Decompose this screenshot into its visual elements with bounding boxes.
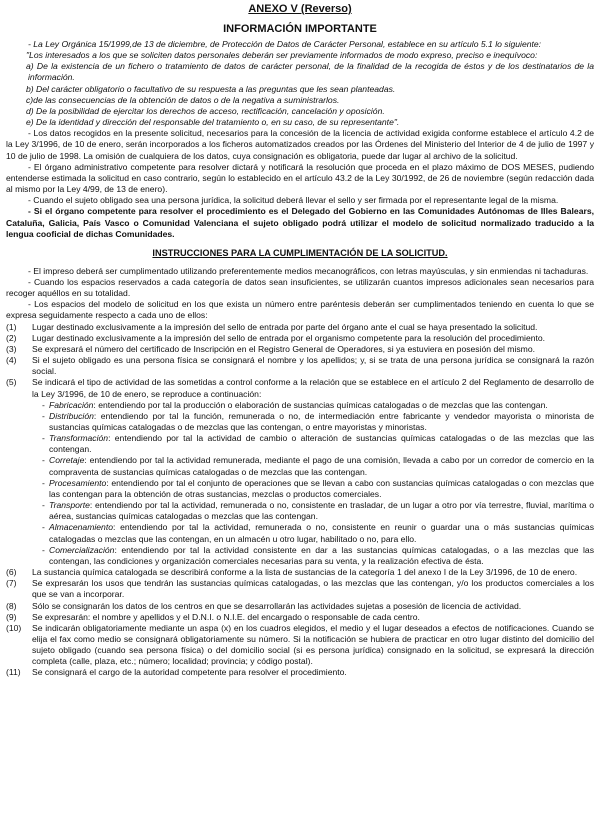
- co-official-language-paragraph: - Si el órgano competente para resolver el procedimiento es el Delegado del Gobierno en las Comunidades Autónomas de Illes Balears, Cataluña, Galicia, País Vasco o Comunidad Valenciana el sujeto obligado podrá utilizar el modelo de solicitud normalizado traducido a la lengua cooficial de dichas Comunidades.: [6, 206, 594, 239]
- quote-item-d: d) De la posibilidad de ejercitar los derechos de acceso, rectificación, cancelación y oposición.: [26, 105, 385, 116]
- activity-item: - Almacenamiento: entendiendo por tal la actividad, remunerada o no, consistente en reunir o guardar una o más sustancias químicas catalogadas o mezclas que las contengan, en un almacén u otro lugar, habilitado o no, para ello.: [42, 522, 594, 544]
- activity-item: - Fabricación: entendiendo por tal la producción o elaboración de sustancias químicas catalogadas o de mezclas que las contengan.: [42, 399, 548, 410]
- activity-list: [42, 400, 594, 567]
- list-item-text: La sustancia química catalogada se describirá conforme a la lista de sustancias de la categoría 1 del anexo I de la Ley 3/1996, de 10 de enero.: [32, 567, 578, 578]
- activity-item: - Corretaje: entendiendo por tal la actividad remunerada, mediante el pago de una comisión, llevada a cabo por un corredor de comercio en la compraventa de sustancias químicas catalogadas o de mezclas que las contengan.: [42, 455, 594, 477]
- list-item: [6, 355, 594, 377]
- list-item: [6, 667, 594, 678]
- activity-term: Fabricación: [49, 399, 94, 410]
- list-item: [6, 344, 594, 355]
- list-item-number: (9): [6, 611, 17, 622]
- list-item-text: Lugar destinado exclusivamente a la impresión del sello de entrada por el organismo competente para la resolución del procedimiento.: [32, 332, 546, 343]
- activity-term: Corretaje: [49, 455, 85, 466]
- activity-description: : entendiendo por tal el conjunto de operaciones que se llevan a cabo con sustancias químicas catalogadas o con mezclas que las contengan para la obtención de otras sustancias, mezclas o productos comerciales.: [49, 477, 594, 499]
- list-item: [6, 322, 594, 333]
- activity-term: Procesamiento: [49, 477, 107, 488]
- law-quote: "Los interesados a los que se soliciten datos personales deberán ser previamente informados de modo expreso, preciso e inequívoco:: [26, 50, 538, 61]
- list-item-number: (1): [6, 321, 17, 332]
- list-item-text: Se indicará el tipo de actividad de las sometidas a control conforme a la relación que se establece en el artículo 2 del Reglamento de desarrollo de la Ley 3/1996, de 10 de enero, se reproduce a continuación:: [32, 377, 594, 399]
- instructions-heading: INSTRUCCIONES PARA LA CUMPLIMENTACIÓN DE LA SOLICITUD.: [152, 247, 448, 258]
- list-item-text: Se expresarán los usos que tendrán las sustancias químicas catalogadas, o las mezclas que las contengan, y/o los productos comerciales a los que se van a incorporar.: [32, 578, 594, 600]
- legal-person-paragraph: - Cuando el sujeto obligado sea una persona jurídica, la solicitud deberá llevar el sello y ser firmada por el representante legal de la misma.: [28, 195, 559, 206]
- activity-term: Distribución: [49, 410, 94, 421]
- list-item-text: Se indicarán obligatoriamente mediante un aspa (x) en los cuadros elegidos, el medio y el lugar deseados a efectos de notificaciones. Cuando se elija el fax como medio se consignará obligatoriamente su número. Si la notificación se hubiera de practicar en otro lugar distinto del domicilio del sujeto obligado (cuando sea persona física) o del domicilio social (si es persona jurídica) consignado en la solicitud, se expresará la dirección completa (calle, plaza, etc.; número; localidad; provincia; y código postal).: [32, 622, 594, 667]
- list-item-number: (5): [6, 377, 17, 388]
- activity-description: : entendiendo por tal la actividad, remunerada o no, consistente en reunir o guardar una o más sustancias químicas catalogadas o mezclas que las contengan, en un almacén u otro lugar, habilitado o no, para ello.: [49, 522, 594, 544]
- list-item-number: (8): [6, 600, 17, 611]
- instructions-paragraph-3: - Los espacios del modelo de solicitud en los que exista un número entre paréntesis deberán ser cumplimentados teniendo en cuenta lo que se expresa seguidamente respecto a cada uno de ellos:: [6, 299, 594, 321]
- list-item-number: (2): [6, 332, 17, 343]
- activity-term: Comercialización: [49, 544, 115, 555]
- list-item-number: (7): [6, 578, 17, 589]
- list-item-number: (3): [6, 343, 17, 354]
- activity-item: - Transporte: entendiendo por tal la actividad, remunerada o no, consistente en trasladar, de un lugar a otro por vía terrestre, fluvial, marítima o aérea, sustancias químicas catalogadas o mezclas que las contengan.: [42, 500, 594, 522]
- resolution-paragraph: - El órgano administrativo competente para resolver dictará y notificará la resolución que proceda en el plazo máximo de DOS MESES, pudiendo entenderse estimada la solicitud en caso contrario, según lo establecido en el artículo 43.2 de la Ley 30/1992, de 26 de noviembre (según redacción dada al mismo por la Ley 4/99, de 13 de enero).: [6, 161, 594, 195]
- law-reference: - La Ley Orgánica 15/1999,de 13 de diciembre, de Protección de Datos de Carácter Personal, establece en su artículo 5.1 lo siguiente:: [28, 39, 542, 49]
- annex-heading: ANEXO V (Reverso): [248, 3, 352, 15]
- list-item-text: Se expresará el número del certificado de Inscripción en el Registro General de Operadores, si ya estuviera en posesión del mismo.: [32, 343, 535, 354]
- activity-description: : entendiendo por tal la actividad, remunerada o no, consistente en trasladar, de un lugar a otro por vía terrestre, fluvial, marítima o aérea, sustancias químicas catalogadas o mezclas que las contengan.: [49, 500, 594, 522]
- activity-description: : entendiendo por tal la función, remunerada o no, de intermediación entre fabricante y vendedor mayorista o minorista de sustancias químicas catalogadas o de mezclas que las contengan, o entre mayoristas y minoristas.: [49, 410, 594, 432]
- list-item-text: Sólo se consignarán los datos de los centros en que se desarrollarán las actividades sujetas a posesión de licencia de actividad.: [32, 600, 522, 611]
- activity-item: - Transformación: entendiendo por tal la actividad de cambio o alteración de sustancias químicas catalogadas o de las mezclas que las contengan.: [42, 433, 594, 455]
- list-item: [6, 623, 594, 668]
- list-item: [6, 578, 594, 600]
- quote-item-a: a) De la existencia de un fichero o tratamiento de datos de carácter personal, de la finalidad de la recogida de éstos y de los destinatarios de la información.: [26, 61, 594, 83]
- list-item-text: Lugar destinado exclusivamente a la impresión del sello de entrada por parte del órgano ante el cual se haya presentado la solicitud.: [32, 321, 538, 332]
- activity-item: - Comercialización: entendiendo por tal la actividad consistente en dar a las sustancias químicas catalogadas, o a las mezclas que las contengan, las condiciones y organización comerciales necesarias para su venta, y la realización efectiva de ésta.: [42, 544, 594, 566]
- quote-item-b: b) Del carácter obligatorio o facultativo de su respuesta a las preguntas que les sean planteadas.: [26, 83, 396, 94]
- list-item-number: (11): [6, 667, 21, 678]
- activity-description: : entendiendo por tal la producción o elaboración de sustancias químicas catalogadas o de mezclas que las contengan.: [93, 399, 548, 410]
- activity-term: Transformación: [49, 433, 109, 444]
- data-collection-paragraph: - Los datos recogidos en la presente solicitud, necesarios para la concesión de la licencia de actividad exigida conforme establece el artículo 4.2 de la Ley 3/1996, de 10 de enero, serán incorporados a los ficheros automatizados creados por las Órdenes del Ministerio del Interior de 4 de julio de 1997 y 10 de julio de 1998. La omisión de cualquiera de los datos, cuya consignación es obligatoria, puede dar lugar al archivo de la solicitud.: [6, 128, 594, 161]
- list-item: [6, 601, 594, 612]
- list-item-number: (6): [6, 567, 17, 578]
- quote-item-c: c)de las consecuencias de la obtención de datos o de la negativa a suministrarlos.: [26, 94, 340, 105]
- list-item-number: (10): [6, 622, 22, 633]
- list-item-number: (4): [6, 355, 17, 366]
- list-item-text: Si el sujeto obligado es una persona física se consignará el nombre y los apellidos; y, si se trata de una persona jurídica se consignará la razón social.: [32, 355, 594, 377]
- page-title: INFORMACIÓN IMPORTANTE: [223, 23, 377, 35]
- activity-item: - Distribución: entendiendo por tal la función, remunerada o no, de intermediación entre fabricante y vendedor mayorista o minorista de sustancias químicas catalogadas o de mezclas que las contengan, o entre mayoristas y minoristas.: [42, 410, 594, 432]
- list-item-text: Se expresarán: el nombre y apellidos y el D.N.I. o N.I.E. del encargado o responsable de cada centro.: [32, 611, 420, 622]
- activity-description: : entendiendo por tal la actividad consistente en dar a las sustancias químicas catalogadas, o a las mezclas que las contengan, las condiciones y organización comerciales necesarias para su venta, y la realización efectiva de ésta.: [49, 544, 594, 566]
- instructions-paragraph-1: - El impreso deberá ser cumplimentado utilizando preferentemente medios mecanográficos, con letras mayúsculas, y sin enmiendas ni tachaduras.: [28, 265, 589, 276]
- list-item: [6, 377, 594, 399]
- activity-item: - Procesamiento: entendiendo por tal el conjunto de operaciones que se llevan a cabo con sustancias químicas catalogadas o con mezclas que las contengan para la obtención de otras sustancias, mezclas o productos comerciales.: [42, 477, 594, 499]
- activity-term: Almacenamiento: [49, 522, 114, 533]
- list-item: [6, 567, 594, 578]
- activity-description: : entendiendo por tal la actividad de cambio o alteración de sustancias químicas catalogadas o de las mezclas que las contengan.: [49, 433, 594, 455]
- activity-description: : entendiendo por tal la actividad remunerada, mediante el pago de una comisión, llevada a cabo por un corredor de comercio en la compraventa de sustancias químicas catalogadas o de mezclas que las contengan.: [49, 455, 594, 477]
- activity-term: Transporte: [49, 500, 90, 511]
- list-item-text: Se consignará el cargo de la autoridad competente para resolver el procedimiento.: [32, 667, 347, 678]
- list-item: [6, 612, 594, 623]
- instructions-paragraph-2: - Cuando los espacios reservados a cada categoría de datos sean insuficientes, se utilizarán cuantos impresos adicionales sean necesarios para recoger aquéllos en su totalidad.: [6, 276, 594, 299]
- list-item: [6, 333, 594, 344]
- quote-item-e: e) De la identidad y dirección del responsable del tratamiento o, en su caso, de su representante".: [26, 117, 400, 128]
